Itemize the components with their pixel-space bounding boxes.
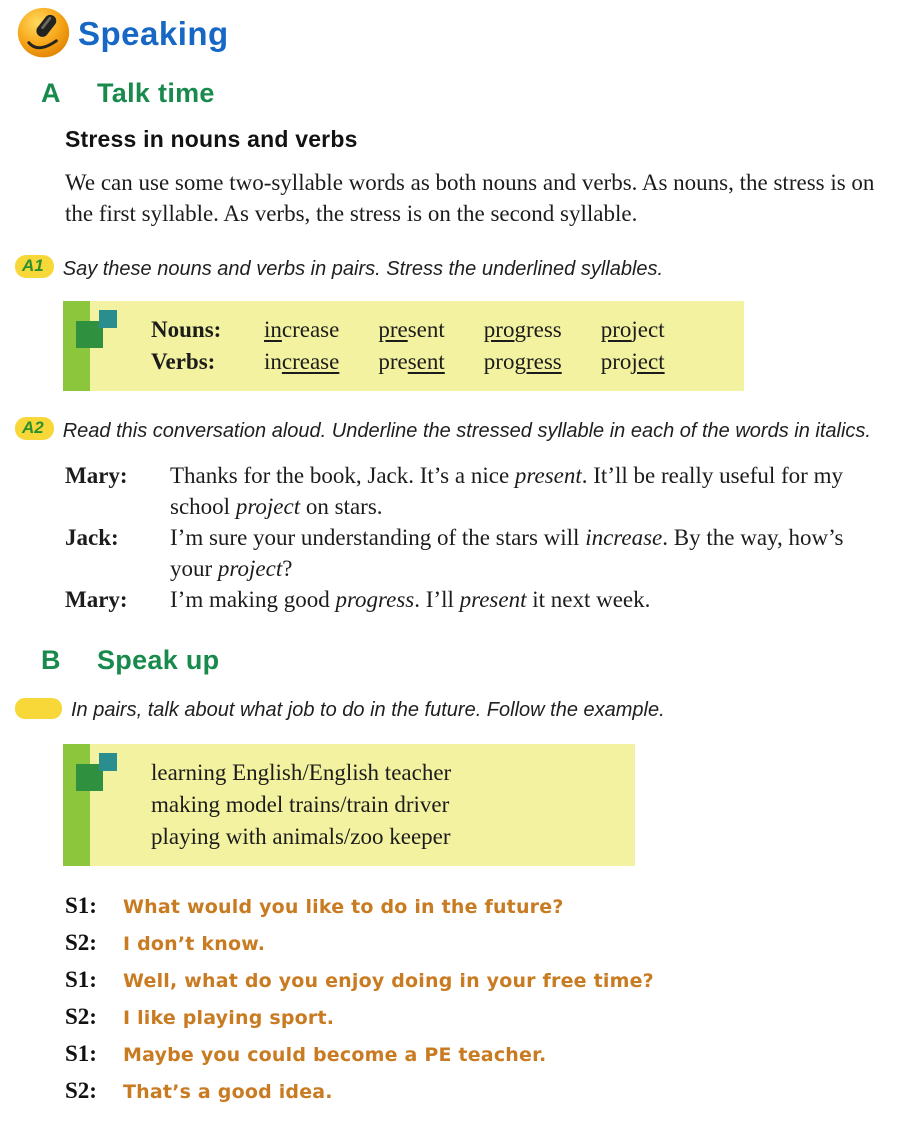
student-label: S2: [65, 1078, 97, 1103]
dialogue-text: Thanks for the book, Jack. It’s a nice present. It’ll be really useful for my school project on stars. [170, 463, 843, 519]
student-line: That’s a good idea. [123, 1081, 333, 1103]
teal-square-icon [99, 753, 117, 771]
b-example-box [63, 744, 635, 866]
student-label: S1: [65, 893, 97, 918]
word-row [151, 314, 665, 346]
dialogue-text: I’m sure your understanding of the stars will increase. By the way, how’s your project? [170, 525, 844, 581]
student-line: Maybe you could become a PE teacher. [123, 1044, 547, 1066]
stress-word: project [600, 317, 665, 342]
example-line: learning English/English teacher [151, 760, 452, 785]
dialogue-speaker: Mary: [65, 587, 128, 612]
exercise-a1-instruction: Say these nouns and verbs in pairs. Stress the underlined syllables. [62, 258, 664, 280]
stress-word: progress [483, 317, 562, 342]
exercise-a1-header [15, 253, 882, 283]
word-row [151, 346, 665, 378]
section-a-title: Talk time [97, 78, 215, 108]
italic-target-word: increase [585, 525, 663, 550]
a2-conversation [65, 460, 882, 615]
section-a-heading [41, 78, 882, 109]
stress-word: present [378, 317, 445, 342]
student-label: S2: [65, 930, 97, 955]
page-header [15, 6, 882, 61]
student-label: S2: [65, 1004, 97, 1029]
page-title: Speaking [78, 14, 229, 52]
student-dialogue-row [65, 1078, 882, 1104]
italic-target-word: project [217, 556, 283, 581]
student-dialogue-row [65, 1004, 882, 1030]
exercise-a1-badge: A1 [15, 255, 54, 278]
section-a-letter: A [41, 78, 61, 108]
section-b-heading [41, 645, 882, 676]
italic-target-word: present [459, 587, 527, 612]
student-line: What would you like to do in the future? [123, 896, 564, 918]
example-line: playing with animals/zoo keeper [151, 824, 451, 849]
stressed-syllable: sent [407, 349, 445, 374]
b-dialogue [65, 893, 882, 1104]
section-b-letter: B [41, 645, 61, 675]
word-row-label: Nouns: [151, 317, 222, 342]
yellow-pill-icon [15, 698, 62, 719]
stressed-syllable: in [264, 317, 282, 342]
student-line: I like playing sport. [123, 1007, 335, 1029]
student-dialogue-row [65, 893, 882, 919]
teal-square-icon [99, 310, 117, 328]
stress-word: progress [483, 349, 562, 374]
student-line: I don’t know. [123, 933, 266, 955]
green-bar-icon [63, 301, 90, 391]
section-b-title: Speak up [97, 645, 220, 675]
stressed-syllable: ject [631, 349, 665, 374]
student-label: S1: [65, 967, 97, 992]
microphone-icon [15, 6, 72, 61]
stress-word: present [378, 349, 445, 374]
dialogue-speaker: Jack: [65, 525, 119, 550]
section-b [15, 645, 882, 1104]
dialogue-speaker: Mary: [65, 463, 128, 488]
student-label: S1: [65, 1041, 97, 1066]
exercise-a2-badge: A2 [15, 417, 54, 440]
section-a-subtitle: Stress in nouns and verbs [65, 126, 358, 152]
intro-paragraph: We can use some two-syllable words as both nouns and verbs. As nouns, the stress is on the first syllable. As verbs, the stress is on the second syllable. [65, 170, 875, 226]
dialogue-row [65, 522, 882, 584]
student-dialogue-row [65, 1041, 882, 1067]
exercise-a2-header [15, 415, 882, 445]
italic-target-word: present [514, 463, 582, 488]
dialogue-row [65, 460, 882, 522]
stress-word: increase [264, 349, 340, 374]
b-box-lines [90, 744, 461, 866]
a1-example-box [63, 301, 744, 391]
stressed-syllable: crease [281, 349, 340, 374]
stressed-syllable: pro [600, 317, 632, 342]
stress-word: project [600, 349, 665, 374]
section-a [15, 78, 882, 615]
student-line: Well, what do you enjoy doing in your free time? [123, 970, 654, 992]
italic-target-word: project [235, 494, 301, 519]
exercise-a2-instruction: Read this conversation aloud. Underline the stressed syllable in each of the words in italics. [62, 420, 871, 442]
a1-word-rows [90, 301, 675, 391]
word-row-label: Verbs: [151, 349, 216, 374]
exercise-b-instruction: In pairs, talk about what job to do in the future. Follow the example. [71, 699, 665, 721]
dialogue-text: I’m making good progress. I’ll present it next week. [170, 587, 651, 612]
example-line: making model trains/train driver [151, 792, 450, 817]
stressed-syllable: pre [378, 317, 408, 342]
stress-word: increase [264, 317, 340, 342]
student-dialogue-row [65, 967, 882, 993]
stressed-syllable: pro [483, 317, 515, 342]
student-dialogue-row [65, 930, 882, 956]
dialogue-row [65, 584, 882, 615]
green-bar-icon [63, 744, 90, 866]
exercise-b-header [15, 694, 882, 724]
italic-target-word: progress [335, 587, 415, 612]
stressed-syllable: gress [514, 349, 562, 374]
